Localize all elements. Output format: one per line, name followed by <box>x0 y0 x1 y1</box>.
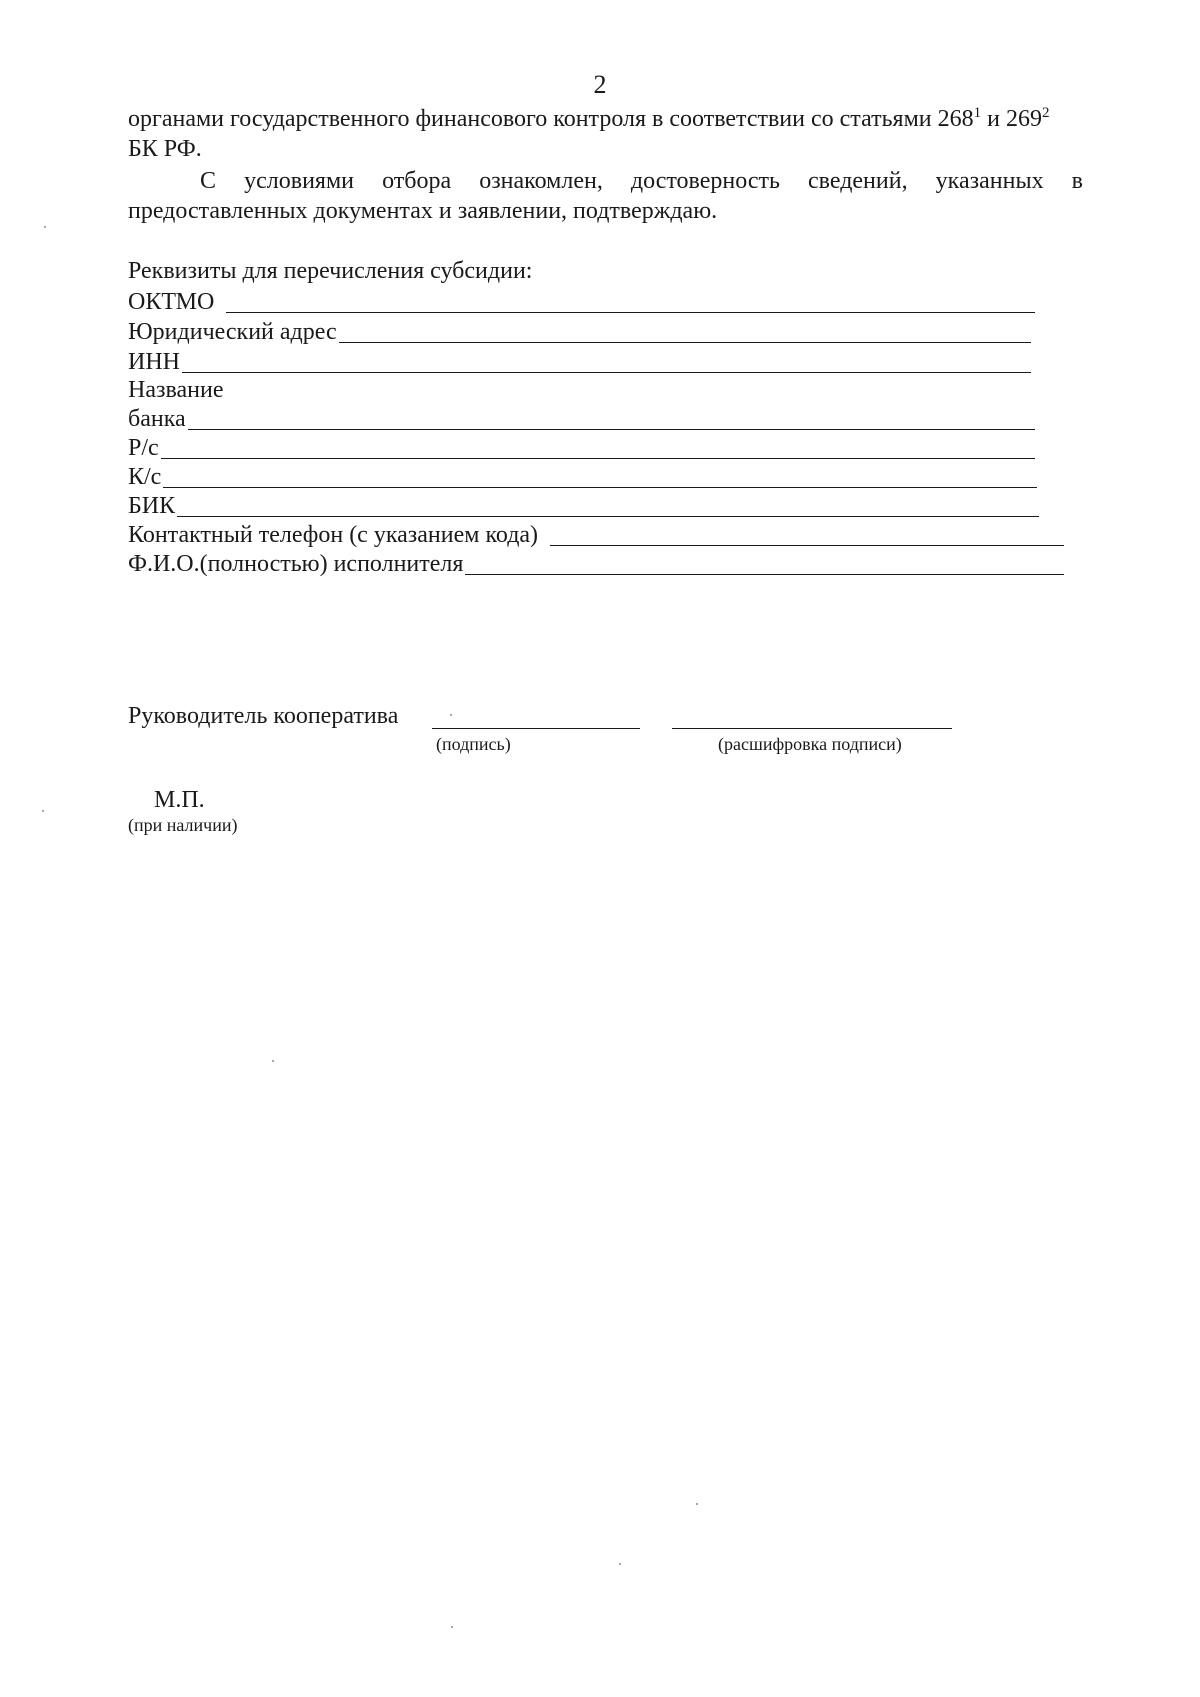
bik-label: БИК <box>128 493 176 519</box>
signature-decoding-caption: (расшифровка подписи) <box>718 734 902 754</box>
paragraph-control-bodies <box>128 104 1083 164</box>
executor-label: Ф.И.О.(полностью) исполнителя <box>128 551 464 577</box>
requisites-heading: Реквизиты для перечисления субсидии: <box>128 258 533 284</box>
executor-field[interactable] <box>128 550 1064 578</box>
bank-name-label-line2: банка <box>128 406 186 432</box>
oktmo-field[interactable] <box>128 288 1035 316</box>
bank-name-label-row <box>128 376 428 404</box>
signature-caption: (подпись) <box>436 734 511 754</box>
bank-name-label-line1: Название <box>128 377 224 403</box>
phone-label: Контактный телефон (с указанием кода) <box>128 522 539 548</box>
oktmo-line[interactable] <box>226 312 1035 313</box>
scan-speck <box>450 714 452 716</box>
scan-speck <box>696 1503 698 1505</box>
bik-field[interactable] <box>128 492 1039 520</box>
bank-name-line[interactable] <box>188 429 1035 430</box>
paragraph-confirmation: С условиями отбора ознакомлен, достоверность сведений, указанных в предоставленных документах и заявлении, подтверждаю. <box>128 168 1083 224</box>
scan-speck <box>44 226 46 228</box>
manager-label: Руководитель кооператива <box>128 703 399 729</box>
signature-line[interactable] <box>432 728 640 729</box>
scan-speck <box>451 1626 453 1628</box>
stamp-label: М.П. <box>154 787 205 813</box>
bik-line[interactable] <box>177 516 1039 517</box>
phone-line[interactable] <box>550 545 1064 546</box>
inn-line[interactable] <box>182 372 1031 373</box>
legal-address-line[interactable] <box>339 342 1031 343</box>
page-number: 2 <box>593 70 607 99</box>
ks-line[interactable] <box>163 487 1037 488</box>
ks-label: К/с <box>128 464 162 490</box>
signature-decoding-line[interactable] <box>672 728 952 729</box>
scan-speck <box>272 1060 274 1062</box>
inn-field[interactable] <box>128 348 1031 376</box>
ks-field[interactable] <box>128 463 1037 491</box>
inn-label: ИНН <box>128 349 180 375</box>
paragraph-text-c: БК РФ. <box>128 136 202 162</box>
rs-label: Р/с <box>128 435 159 461</box>
legal-address-label: Юридический адрес <box>128 319 337 345</box>
paragraph-text-b: и 269 <box>981 106 1042 132</box>
phone-field[interactable] <box>128 521 1064 549</box>
scan-speck <box>42 810 44 812</box>
executor-line[interactable] <box>465 574 1064 575</box>
paragraph-text-a: органами государственного финансового контроля в соответствии со статьями 268 <box>128 106 974 132</box>
legal-address-field[interactable] <box>128 318 1031 346</box>
oktmo-label: ОКТМО <box>128 289 215 315</box>
rs-field[interactable] <box>128 434 1035 462</box>
stamp-note: (при наличии) <box>128 815 238 835</box>
rs-line[interactable] <box>161 458 1035 459</box>
superscript-1: 1 <box>973 105 982 121</box>
bank-name-field[interactable] <box>128 405 1035 433</box>
scan-speck <box>619 1563 621 1565</box>
superscript-2: 2 <box>1041 105 1050 121</box>
